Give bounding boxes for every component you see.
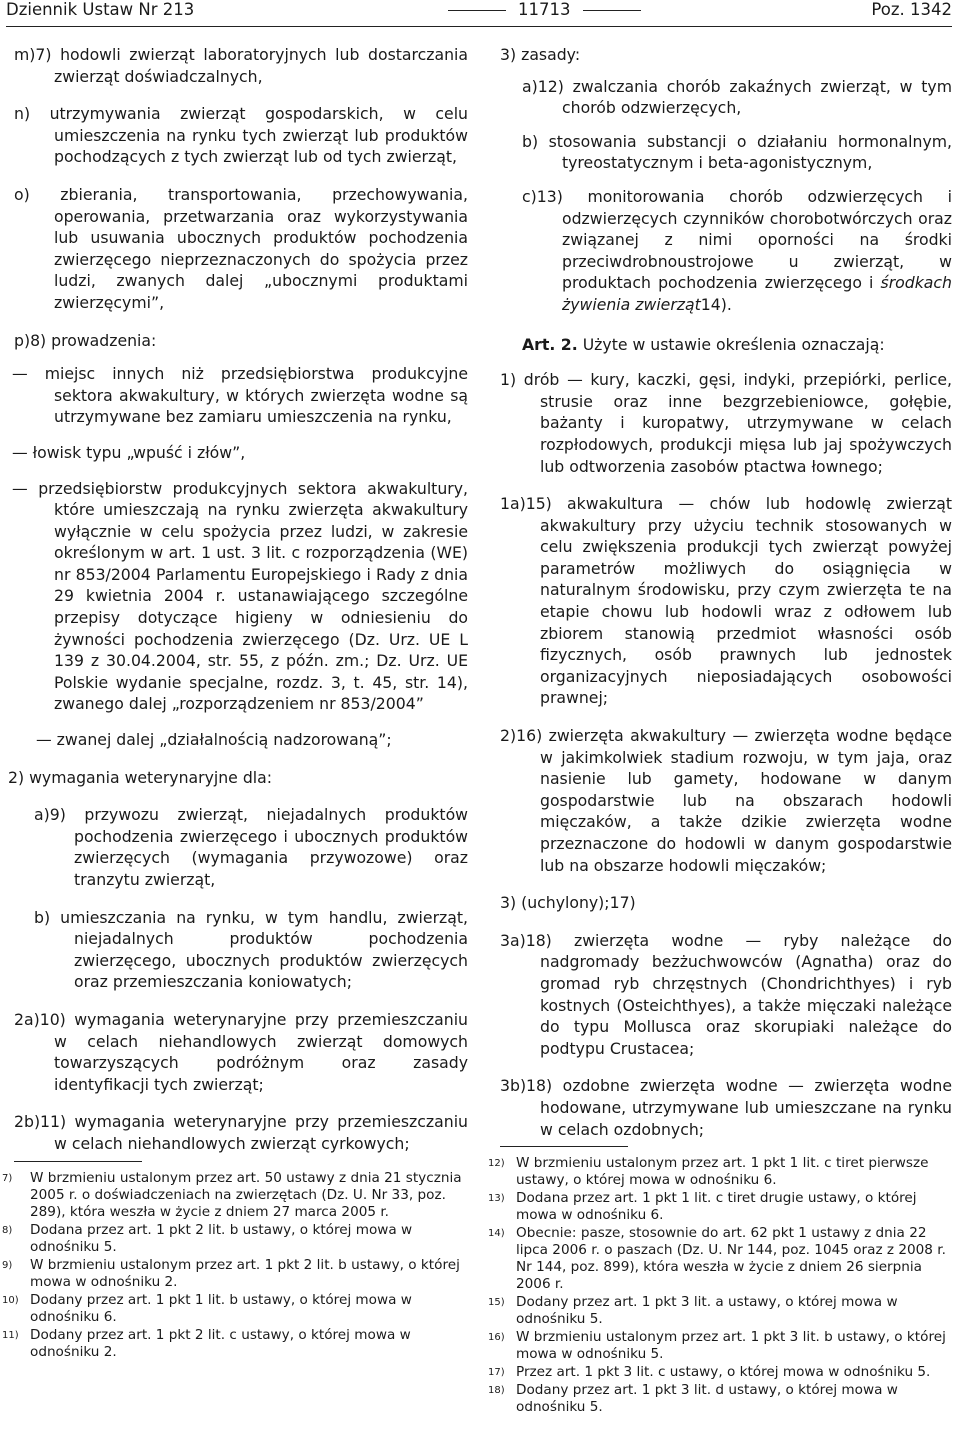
point-p-dash-1: — miejsc innych niż przedsiębiorstwa produkcyjne sektora akwakultury, w których zwierzęta wodne są utrzymywane bez zamiaru umieszczenia na rynku, xyxy=(12,364,468,427)
footnote xyxy=(2,1221,468,1256)
point-p-dash-3: — przedsiębiorstw produkcyjnych sektora akwakultury, które umieszczają na rynku zwierzęta akwakultury wyłącznie w celu spożycia przez ludzi, w zakresie określonym w art. 1 ust. 3 lit. c rozporządzenia (WE) nr 853/2004 Parlamentu Europejskiego i Rady z dnia 29 kwietnia 2004 r. ustanawiającego szczególne przepisy dotyczące higieny w odniesieniu do żywności pochodzenia zwierzęcego (Dz. Urz. UE L 139 z 30.04.2004, str. 55, z późn. zm.; Dz. Urz. UE Polskie wydanie specjalne, rozdz. 3, t. 45, str. 14), zwanego dalej „rozporządzeniem nr 853/2004” xyxy=(12,478,468,714)
footnote-number: 13) xyxy=(488,1193,505,1205)
footnote-text: Dodany przez art. 1 pkt 2 lit. c ustawy, o której mowa w odnośniku 2. xyxy=(30,1326,411,1360)
footnote-text: W brzmieniu ustalonym przez art. 1 pkt 2 lit. b ustawy, o której mowa w odnośniku 2. xyxy=(30,1256,460,1290)
point-3: 3) zasady: xyxy=(500,45,581,64)
point-2a-sub: a)9) przywozu zwierząt, niejadalnych produktów pochodzenia zwierzęcego i ubocznych produktów zwierzęcych (wymagania przywozowe) oraz tranzytu zwierząt, xyxy=(34,805,468,889)
point-p: p)8) prowadzenia: xyxy=(14,330,157,350)
footnote-number: 11) xyxy=(2,1329,19,1341)
footnote-number: 12) xyxy=(488,1158,505,1170)
point-3a: a)12) zwalczania chorób zakaźnych zwierząt, w tym chorób odzwierzęcych, xyxy=(522,76,952,118)
footnote-number: 15) xyxy=(488,1297,505,1309)
definition-3a: 3a)18) zwierzęta wodne — ryby należące do nadgromady bezżuchwowców (Agnatha) oraz do gromad ryb chrzęstnych (Chondrichthyes) i ryb kostnych (Osteichthyes), a także mięczaki należące do typu Mollusca oraz skorupiaki należące do podtypu Crustacea; xyxy=(500,930,952,1058)
point-n: n) utrzymywania zwierząt gospodarskich, w celu umieszczenia na rynku tych zwierząt lub produktów pochodzących z tych zwierząt lub od tych zwierząt, xyxy=(14,104,468,167)
footnote xyxy=(488,1294,952,1328)
footnote-text: W brzmieniu ustalonym przez art. 1 pkt 1 lit. c tiret pierwsze ustawy, o której mowa w odnośniku 6. xyxy=(516,1155,929,1189)
point-p-dash-2: — łowisk typu „wpuść i złów”, xyxy=(12,442,246,462)
footnote xyxy=(488,1382,952,1416)
footnote-text: W brzmieniu ustalonym przez art. 50 ustawy z dnia 21 stycznia 2005 r. o doświadczeniach na zwierzętach (Dz. U. Nr 33, poz. 289), która weszła w życie z dniem 27 marca 2005 r. xyxy=(30,1169,462,1220)
article-2: Art. 2. Użyte w ustawie określenia oznaczają: xyxy=(522,334,885,354)
position-number: Poz. 1342 xyxy=(871,0,952,19)
point-2b: 2b)11) wymagania weterynaryjne przy przemieszczaniu w celach niehandlowych zwierząt cyrkowych; xyxy=(14,1112,468,1153)
footnote xyxy=(488,1329,952,1363)
point-p-list xyxy=(12,363,468,715)
footnote-text: Dodany przez art. 1 pkt 1 lit. b ustawy, o której mowa w odnośniku 6. xyxy=(30,1291,412,1325)
footnote-text: Dodany przez art. 1 pkt 3 lit. a ustawy, o której mowa w odnośniku 5. xyxy=(516,1294,898,1328)
definition-3b: 3b)18) ozdobne zwierzęta wodne — zwierzęta wodne hodowane, utrzymywane lub umieszczane na rynku w celach ozdobnych; xyxy=(500,1076,952,1139)
footnote-number: 10) xyxy=(2,1294,19,1306)
point-2b-sub: b) umieszczania na rynku, w tym handlu, zwierząt, niejadalnych produktów pochodzenia zwierzęcego, ubocznych produktów zwierzęcych oraz przemieszczania koniowatych; xyxy=(34,907,468,992)
definition-1: 1) drób — kury, kaczki, gęsi, indyki, przepiórki, perlice, strusie oraz inne bezgrzebieniowce, gołębie, bażanty i kuropatwy, utrzymywane w celach rozpłodowych, produkcji mięsa lub jaj spożywczych lub odtworzenia zasobów ptactwa łownego; xyxy=(500,370,952,476)
point-3c: c)13) monitorowania chorób odzwierzęcych i odzwierzęcych czynników chorobotwórczych oraz związanej z nimi oporności na środki przeciwdrobnoustrojowe u zwierząt, w produktach pochodzenia zwierzęcego i środkach żywienia zwierząt14). xyxy=(522,186,952,314)
right-column xyxy=(488,44,952,1417)
definition-1a: 1a)15) akwakultura — chów lub hodowlę zwierząt akwakultury przy użyciu technik stosowanych w celu zwiększenia produkcji tych zwierząt powyżej parametrów możliwych do osiągnięcia w naturalnym środowisku, przy czym zwierzęta te na etapie chowu lub hodowli wraz z odłowem lub zbiorem stanowią przedmiot własności osób fizycznych, osób prawnych lub jednostek organizacyjnych nieposiadających osobowości prawnej; xyxy=(500,494,952,708)
footnote-text: Obecnie: pasze, stosownie do art. 62 pkt 1 ustawy z dnia 22 lipca 2006 r. o paszach (Dz. U. Nr 144, poz. 1045 oraz z 2008 r. Nr 144, poz. 899), która weszła w życie z dniem 26 sierpnia 2006 r. xyxy=(516,1225,946,1293)
footnote-number: 16) xyxy=(488,1332,505,1344)
footnote-number: 9) xyxy=(2,1259,13,1271)
footnote xyxy=(488,1190,952,1224)
footnote-number: 7) xyxy=(2,1172,13,1184)
footnote-number: 18) xyxy=(488,1385,505,1397)
footnote xyxy=(2,1256,468,1291)
footnote-text: Przez art. 1 pkt 3 lit. c ustawy, o której mowa w odnośniku 5. xyxy=(516,1364,931,1381)
definition-3: 3) (uchylony);17) xyxy=(500,893,636,913)
footnote-separator xyxy=(14,1161,142,1162)
point-o: o) zbierania, transportowania, przechowywania, operowania, przetwarzania oraz wykorzystywania lub usuwania ubocznych produktów pochodzenia zwierzęcego nieprzeznaczonych do spożycia przez ludzi, zwanych dalej „ubocznymi produktami zwierzęcymi”, xyxy=(14,184,468,312)
footnote xyxy=(2,1291,468,1326)
point-2a: 2a)10) wymagania weterynaryjne przy przemieszczaniu w celach niehandlowych zwierząt domowych towarzyszących podróżnym oraz zasady identyfikacji tych zwierząt; xyxy=(14,1009,468,1094)
footnote-number: 14) xyxy=(488,1228,505,1240)
footnote-number: 17) xyxy=(488,1367,505,1379)
left-column xyxy=(2,44,468,1362)
point-3c-emph: środkach żywienia zwierząt xyxy=(562,273,952,314)
point-3b: b) stosowania substancji o działaniu hormonalnym, tyreostatycznym i beta-agonistycznym, xyxy=(522,131,952,173)
footnote xyxy=(488,1155,952,1189)
definition-2: 2)16) zwierzęta akwakultury — zwierzęta wodne będące w jakimkolwiek stadium rozwoju, w tym jaja, oraz nasienie lub gamety, hodowane w danym gospodarstwie lub na obszarach hodowli mięczaków, a także dzikie zwierzęta wodne przeznaczone do hodowli w danym gospodarstwie lub na obszarze hodowli mięczaków; xyxy=(500,726,952,875)
point-m: m)7) hodowli zwierząt laboratoryjnych lub dostarczania zwierząt doświadczalnych, xyxy=(14,45,468,86)
footnote-separator-right xyxy=(500,1146,628,1147)
footnote-text: Dodany przez art. 1 pkt 3 lit. d ustawy, o której mowa w odnośniku 5. xyxy=(516,1382,898,1416)
footnote-text: Dodana przez art. 1 pkt 2 lit. b ustawy, o której mowa w odnośniku 5. xyxy=(30,1221,413,1255)
footnotes-right xyxy=(488,1155,952,1416)
footnote xyxy=(488,1364,952,1381)
point-2: 2) wymagania weterynaryjne dla: xyxy=(8,767,273,787)
footnote-text: W brzmieniu ustalonym przez art. 1 pkt 3 lit. b ustawy, o której mowa w odnośniku 5. xyxy=(516,1329,946,1363)
footnote-text: Dodana przez art. 1 pkt 1 lit. c tiret drugie ustawy, o której mowa w odnośniku 6. xyxy=(516,1190,917,1224)
footnote xyxy=(2,1169,468,1221)
footnotes-left xyxy=(2,1169,468,1361)
page-header xyxy=(6,0,952,27)
footnote xyxy=(2,1326,468,1361)
journal-title: Dziennik Ustaw Nr 213 xyxy=(6,0,195,19)
footnote xyxy=(488,1225,952,1293)
article-2-label: Art. 2. xyxy=(522,334,578,354)
point-p-tail: — zwanej dalej „działalnością nadzorowaną”; xyxy=(36,730,392,750)
page-number: 11713 xyxy=(436,0,653,20)
footnote-number: 8) xyxy=(2,1224,13,1236)
